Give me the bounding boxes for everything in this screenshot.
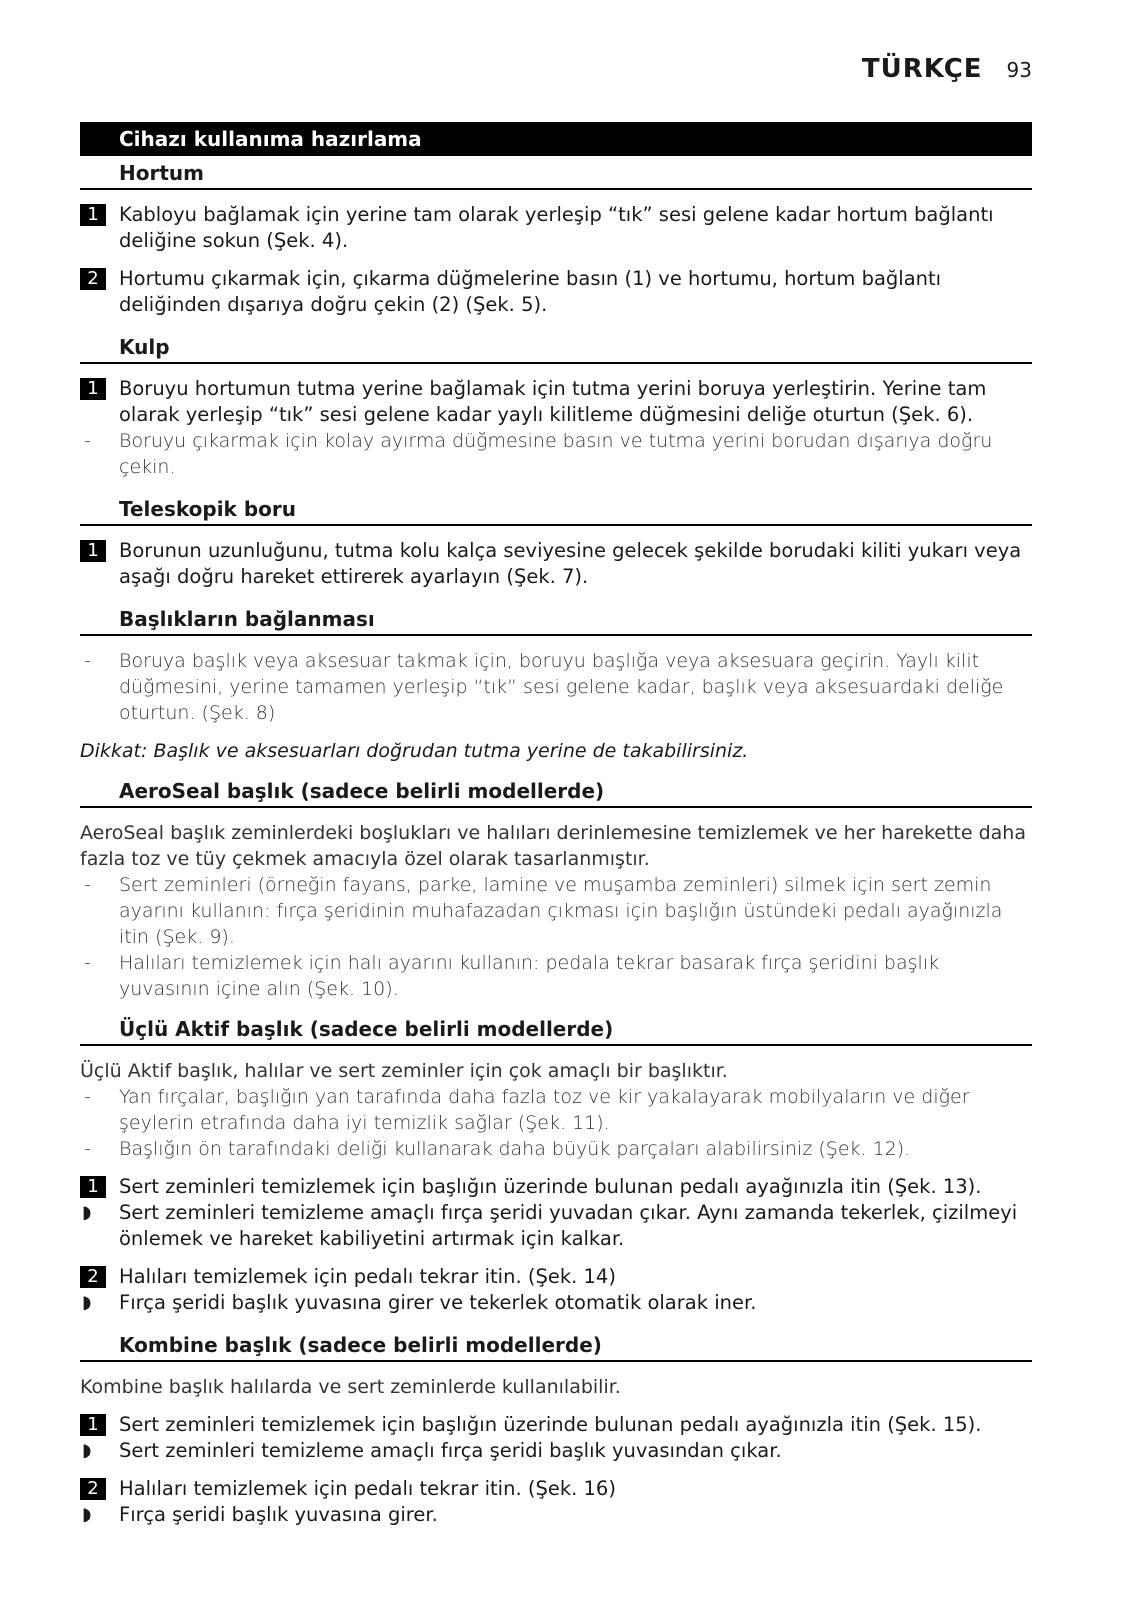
intro-paragraph: Kombine başlık halılarda ve sert zeminlerde kullanılabilir. — [80, 1376, 621, 1398]
step-number: 1 — [80, 1176, 106, 1198]
subheading-basliklar: Başlıkların bağlanması — [80, 602, 1032, 636]
step-number: 1 — [80, 204, 106, 226]
step-hortum-1 — [80, 202, 1032, 254]
section-title: Cihazı kullanıma hazırlama — [80, 122, 1032, 156]
dash-item — [80, 648, 1032, 726]
result-item — [80, 1438, 1032, 1464]
step-kulp-1 — [80, 376, 1032, 428]
step-text: Sert zeminleri temizlemek için başlığın üzerinde bulunan pedalı ayağınızla itin (Şek. 15). — [119, 1413, 982, 1436]
intro-paragraph: Üçlü Aktif başlık, halılar ve sert zeminler için çok amaçlı bir başlıktır. — [80, 1060, 728, 1082]
dash-item — [80, 1136, 1032, 1162]
note-text: Dikkat: Başlık ve aksesuarları doğrudan tutma yerine de takabilirsiniz. — [80, 740, 749, 762]
step-teleskopik-1 — [80, 538, 1032, 590]
result-item — [80, 1290, 1032, 1316]
result-item — [80, 1502, 1032, 1528]
result-text: Sert zeminleri temizleme amaçlı fırça şeridi başlık yuvasından çıkar. — [119, 1439, 782, 1462]
dash-text: Başlığın ön tarafındaki deliği kullanarak daha büyük parçaları alabilirsiniz (Şek. 12). — [119, 1138, 911, 1160]
result-marker-icon: ◗ — [82, 1504, 92, 1525]
language-label: TÜRKÇE — [861, 54, 983, 84]
dash-text: Boruyu çıkarmak için kolay ayırma düğmesine basın ve tutma yerini borudan dışarıya doğru çekin. — [119, 430, 993, 478]
step-text: Halıları temizlemek için pedalı tekrar itin. (Şek. 16) — [119, 1477, 616, 1500]
step-text: Hortumu çıkarmak için, çıkarma düğmelerine basın (1) ve hortumu, hortum bağlantı deliğinden dışarıya doğru çekin (2) (Şek. 5). — [119, 267, 942, 316]
page-number: 93 — [1006, 58, 1032, 82]
dash-marker: - — [84, 650, 91, 672]
step-text: Borunun uzunluğunu, tutma kolu kalça seviyesine gelecek şekilde borudaki kiliti yukarı veya aşağı doğru hareket ettirerek ayarlayın (Şek. 7). — [119, 539, 1022, 588]
step-hortum-2 — [80, 266, 1032, 318]
result-text: Sert zeminleri temizleme amaçlı fırça şeridi yuvadan çıkar. Aynı zamanda tekerlek, çizilmeyi önlemek ve hareket kabiliyetini artırmak için kalkar. — [119, 1201, 1018, 1250]
step-number: 2 — [80, 1266, 106, 1288]
dash-item — [80, 1084, 1032, 1136]
result-text: Fırça şeridi başlık yuvasına girer. — [119, 1503, 438, 1526]
step-kombine-2 — [80, 1476, 1032, 1502]
result-marker-icon: ◗ — [82, 1440, 92, 1461]
step-number: 1 — [80, 378, 106, 400]
dash-item — [80, 428, 1032, 480]
step-text: Boruyu hortumun tutma yerine bağlamak için tutma yerini boruya yerleştirin. Yerine tam olarak yerleşip “tık” sesi gelene kadar yaylı kilitleme düğmesini deliğe oturtun (Şek. 6). — [119, 377, 987, 426]
step-number: 2 — [80, 268, 106, 290]
result-marker-icon: ◗ — [82, 1202, 92, 1223]
dash-marker: - — [84, 1086, 91, 1108]
step-kombine-1 — [80, 1412, 1032, 1438]
page-content — [80, 122, 1032, 1540]
step-text: Sert zeminleri temizlemek için başlığın üzerinde bulunan pedalı ayağınızla itin (Şek. 13). — [119, 1175, 982, 1198]
result-item — [80, 1200, 1032, 1252]
subheading-teleskopik: Teleskopik boru — [80, 492, 1032, 526]
subheading-aeroseal: AeroSeal başlık (sadece belirli modellerde) — [80, 774, 1032, 808]
result-marker-icon: ◗ — [82, 1292, 92, 1313]
dash-text: Sert zeminleri (örneğin fayans, parke, lamine ve muşamba zeminleri) silmek için sert zemin ayarını kullanın: fırça şeridinin muhafazadan çıkması için başlığın üstündeki pedalı ayağınızla itin (Şek. 9). — [119, 874, 1003, 948]
result-text: Fırça şeridi başlık yuvasına girer ve tekerlek otomatik olarak iner. — [119, 1291, 757, 1314]
subheading-kulp: Kulp — [80, 330, 1032, 364]
step-number: 1 — [80, 1414, 106, 1436]
step-text: Halıları temizlemek için pedalı tekrar itin. (Şek. 14) — [119, 1265, 616, 1288]
intro-paragraph: AeroSeal başlık zeminlerdeki boşlukları ve halıları derinlemesine temizlemek ve her harekette daha fazla toz ve tüy çekmek amacıyla özel olarak tasarlanmıştır. — [80, 822, 1026, 870]
step-uclu-1 — [80, 1174, 1032, 1200]
dash-text: Halıları temizlemek için halı ayarını kullanın: pedala tekrar basarak fırça şeridini başlık yuvasının içine alın (Şek. 10). — [119, 952, 940, 1000]
step-number: 2 — [80, 1478, 106, 1500]
subheading-uclu: Üçlü Aktif başlık (sadece belirli modellerde) — [80, 1012, 1032, 1046]
dash-item — [80, 950, 1032, 1002]
dash-text: Boruya başlık veya aksesuar takmak için, boruyu başlığa veya aksesuara geçirin. Yaylı kilit düğmesini, yerine tamamen yerleşip “tık” sesi gelene kadar, başlık veya aksesuardaki deliğe oturtun. (Şek. 8) — [119, 650, 1004, 724]
dash-marker: - — [84, 430, 91, 452]
subheading-hortum: Hortum — [80, 156, 1032, 190]
subheading-kombine: Kombine başlık (sadece belirli modellerde) — [80, 1328, 1032, 1362]
dash-text: Yan fırçalar, başlığın yan tarafında daha fazla toz ve kir yakalayarak mobilyaların ve diğer şeylerin etrafında daha iyi temizlik sağlar (Şek. 11). — [119, 1086, 970, 1134]
step-number: 1 — [80, 540, 106, 562]
dash-item — [80, 872, 1032, 950]
step-uclu-2 — [80, 1264, 1032, 1290]
dash-marker: - — [84, 952, 91, 974]
step-text: Kabloyu bağlamak için yerine tam olarak yerleşip “tık” sesi gelene kadar hortum bağlantı deliğine sokun (Şek. 4). — [119, 203, 994, 252]
page-header — [862, 54, 1032, 84]
dash-marker: - — [84, 874, 91, 896]
dash-marker: - — [84, 1138, 91, 1160]
